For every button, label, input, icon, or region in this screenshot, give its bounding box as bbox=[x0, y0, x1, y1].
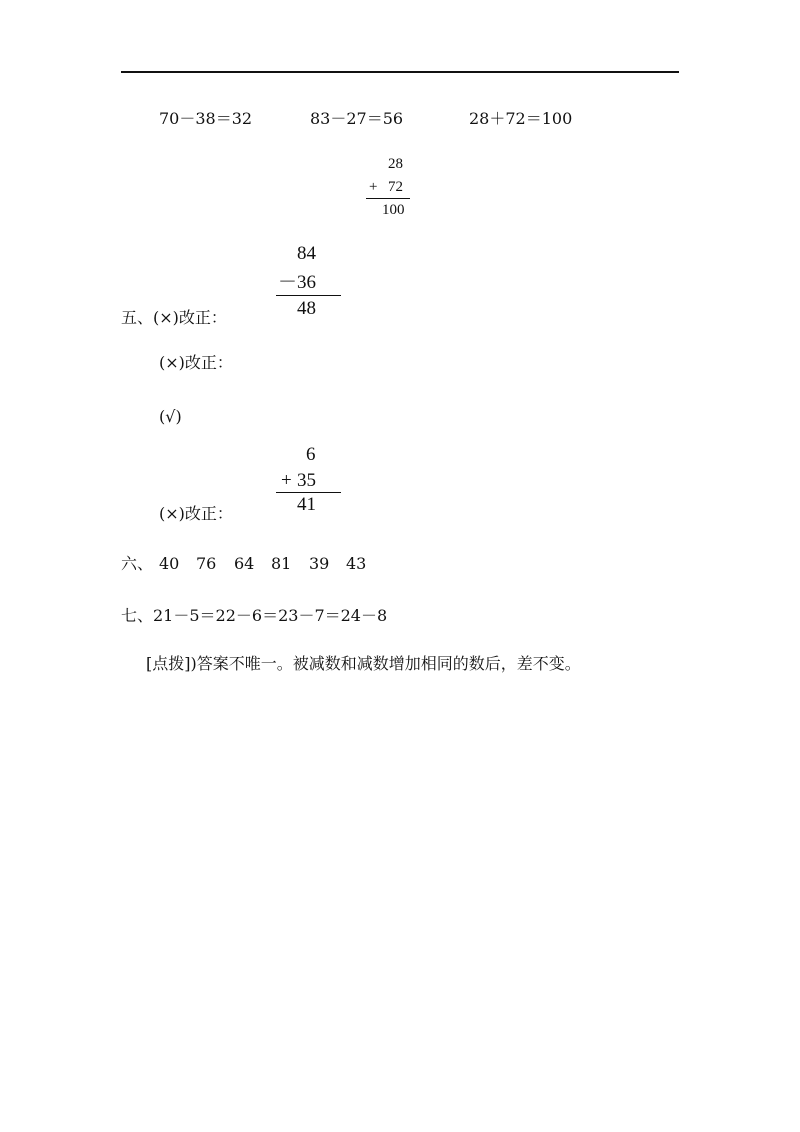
vertical-addition-6-35 bbox=[270, 444, 350, 524]
equation-1: 70－38＝32 bbox=[159, 109, 253, 128]
addend-top: 6 bbox=[306, 444, 316, 465]
equation-2: 83－27＝56 bbox=[310, 109, 404, 128]
vertical-addition-28-72 bbox=[360, 154, 420, 224]
section6-label: 六、 bbox=[121, 554, 154, 573]
sum-result: 41 bbox=[297, 494, 316, 515]
difference-result: 48 bbox=[297, 298, 316, 319]
addend-second: 72 bbox=[388, 179, 403, 195]
sum-result: 100 bbox=[382, 202, 405, 218]
vertical-subtraction-84-36 bbox=[270, 243, 350, 323]
addend-second: 35 bbox=[297, 470, 316, 491]
section5-item4: (×)改正： bbox=[159, 504, 233, 523]
operator-plus: + bbox=[369, 179, 378, 195]
section6-value: 76 bbox=[196, 554, 217, 573]
section5-item3: (√) bbox=[159, 407, 182, 426]
section6-value: 43 bbox=[346, 554, 367, 573]
operator-plus: + bbox=[281, 470, 292, 491]
difference-line bbox=[276, 295, 341, 296]
subtrahend: 36 bbox=[297, 272, 316, 293]
section6-value: 81 bbox=[271, 554, 292, 573]
section5-item1: 五、(×)改正： bbox=[121, 308, 227, 327]
section6-value: 64 bbox=[234, 554, 255, 573]
sum-line bbox=[366, 198, 410, 199]
sum-line bbox=[276, 492, 341, 493]
equation-3: 28＋72＝100 bbox=[469, 109, 573, 128]
section6-value: 39 bbox=[309, 554, 330, 573]
minuend: 84 bbox=[297, 243, 316, 264]
addend-top: 28 bbox=[388, 156, 403, 172]
operator-minus: － bbox=[278, 272, 298, 293]
section7-equation: 七、21－5＝22－6＝23－7＝24－8 bbox=[121, 606, 388, 625]
section7-hint: [点拨])答案不唯一。被减数和减数增加相同的数后，差不变。 bbox=[146, 654, 581, 673]
header-rule bbox=[121, 71, 679, 73]
section6-value: 40 bbox=[159, 554, 180, 573]
section5-item2: (×)改正： bbox=[159, 353, 233, 372]
